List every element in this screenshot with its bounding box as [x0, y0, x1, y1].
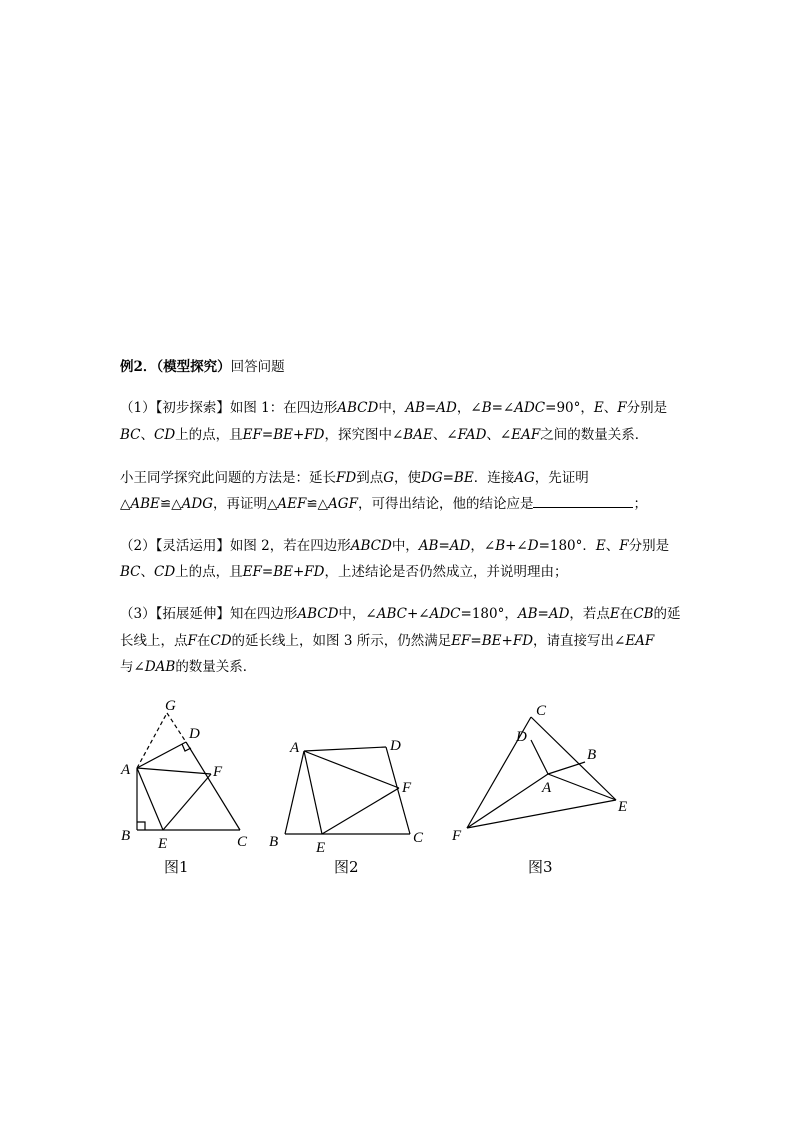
fig2-label-F: F: [402, 780, 412, 796]
fig3-label-F: F: [452, 828, 462, 844]
fig3-segment-DA: [531, 740, 548, 774]
part2-line2: BC、CD上的点，且EF=BE+FD，上述结论是否仍然成立，并说明理由；: [120, 564, 568, 580]
part2-line1: （2）【灵活运用】如图 2，若在四边形ABCD中，AB=AD，∠B+∠D=180°．E、F分别是: [120, 538, 670, 554]
fig1-segment-CD: [186, 742, 240, 830]
fig1-label-E: E: [158, 836, 168, 852]
fig2-caption: 图2: [334, 858, 359, 876]
fig2-label-B: B: [269, 834, 279, 850]
fig3-label-D: D: [516, 729, 527, 745]
fig3-segment-FE: [467, 800, 616, 828]
fig1-label-G: G: [165, 698, 176, 714]
fig3-label-E: E: [618, 799, 628, 815]
fig1-segment-AF: [137, 768, 211, 774]
figure-3: [467, 717, 616, 828]
fig1-label-A: A: [121, 762, 131, 778]
fig2-segment-BA: [285, 751, 304, 834]
part3-line3: 与∠DAB的数量关系．: [120, 659, 257, 675]
part3-line2: 长线上，点F在CD的延长线上，如图 3 所示，仍然满足EF=BE+FD，请直接写出∠EAF: [120, 633, 655, 649]
fig1-right-angle-B: [137, 822, 145, 830]
part1-line2: BC、CD上的点，且EF=BE+FD，探究图中∠BAE、∠FAD、∠EAF之间的数量关系．: [120, 427, 649, 443]
method-line1: 小王同学探究此问题的方法是：延长FD到点G，使DG=BE．连接AG，先证明: [120, 470, 589, 486]
fig1-segment-AE: [137, 768, 163, 830]
fig2-label-E: E: [316, 840, 326, 856]
part3-line1: （3）【拓展延伸】知在四边形ABCD中，∠ABC+∠ADC=180°，AB=AD，若点E在CB的延: [120, 606, 681, 622]
fig1-label-C: C: [237, 834, 248, 850]
fig3-label-A: A: [542, 780, 552, 796]
fig1-caption: 图1: [164, 858, 189, 876]
fig1-label-D: D: [189, 726, 200, 742]
example-heading: 例2．（模型探究）回答问题: [120, 359, 285, 375]
figure-2: [285, 747, 410, 834]
fig2-segment-AD: [304, 747, 386, 751]
fig1-segment-EF: [163, 774, 211, 830]
fig2-segment-EF: [322, 788, 399, 834]
fig2-label-D: D: [390, 738, 401, 754]
fig2-label-A: A: [290, 740, 300, 756]
fig2-segment-AF: [304, 751, 399, 788]
method-line2: △ABE≌△ADG，再证明△AEF≌△AGF，可得出结论，他的结论应是 ；: [120, 496, 647, 512]
fig3-caption: 图3: [528, 858, 553, 876]
fig3-segment-AE: [548, 774, 616, 800]
fig1-dashed-GD: [167, 713, 186, 742]
fig3-label-C: C: [536, 703, 547, 719]
fig2-label-C: C: [413, 830, 424, 846]
fig1-label-B: B: [121, 828, 131, 844]
fig1-label-F: F: [213, 764, 223, 780]
fig3-segment-AB: [548, 762, 585, 774]
fig3-label-B: B: [587, 747, 597, 763]
fig2-segment-AE: [304, 751, 322, 834]
part1-line1: （1）【初步探索】如图 1：在四边形ABCD中，AB=AD，∠B=∠ADC=90°，E、F分别是: [120, 400, 668, 416]
